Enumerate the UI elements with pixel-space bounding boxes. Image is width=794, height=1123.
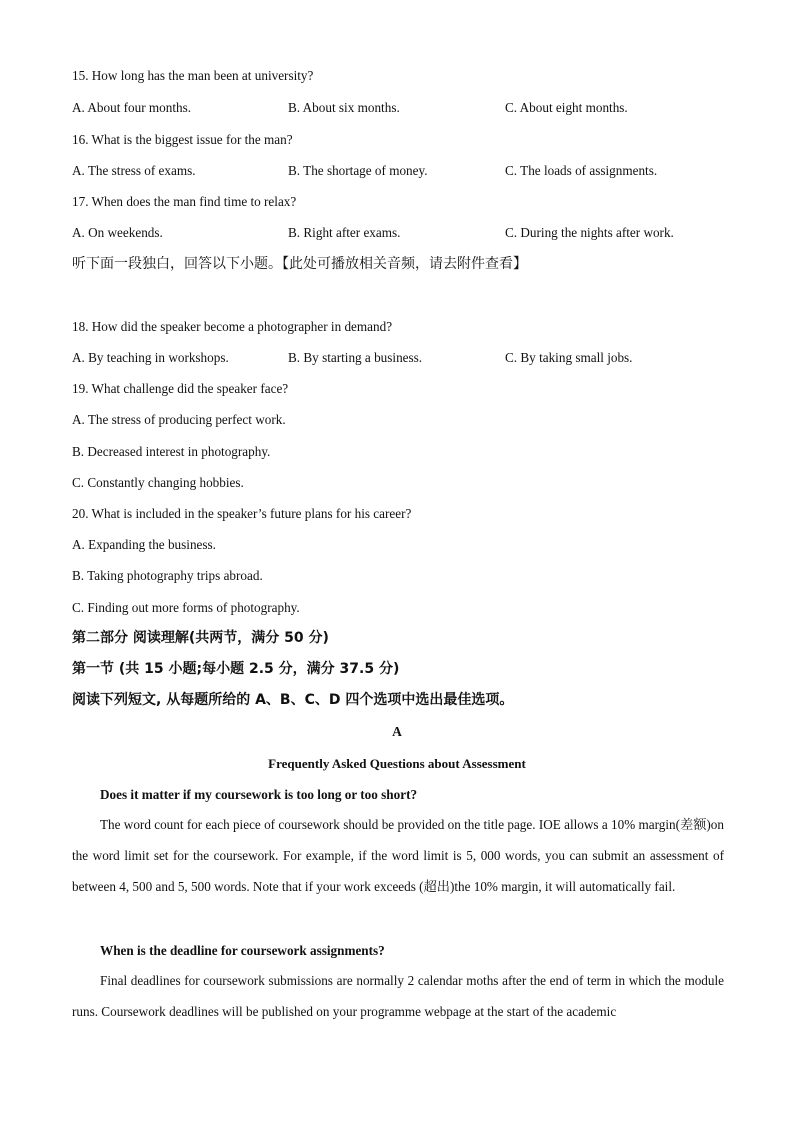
passage-title: Frequently Asked Questions about Assessment — [268, 756, 526, 771]
q20-option-c: C. Finding out more forms of photography. — [72, 600, 300, 615]
section1-heading: 第一节 (共 15 小题;每小题 2.5 分，满分 37.5 分) — [72, 661, 400, 677]
q18-option-a: A. By teaching in workshops. — [72, 350, 229, 365]
q17-option-b: B. Right after exams. — [288, 225, 401, 240]
q20-option-a: A. Expanding the business. — [72, 537, 216, 552]
question-15: 15. How long has the man been at university? — [72, 68, 314, 83]
q15-option-b: B. About six months. — [288, 100, 400, 115]
q17-option-c: C. During the nights after work. — [505, 225, 674, 240]
question-20: 20. What is included in the speaker’s future plans for his career? — [72, 506, 412, 521]
question-19: 19. What challenge did the speaker face? — [72, 381, 289, 396]
q16-option-c: C. The loads of assignments. — [505, 163, 658, 178]
faq1-answer — [72, 809, 724, 903]
q18-option-b: B. By starting a business. — [288, 350, 423, 365]
q19-option-a: A. The stress of producing perfect work. — [72, 412, 286, 427]
q19-option-b: B. Decreased interest in photography. — [72, 444, 271, 459]
q15-option-a: A. About four months. — [72, 100, 192, 115]
question-18: 18. How did the speaker become a photographer in demand? — [72, 319, 393, 334]
reading-instruction: 阅读下列短文, 从每题所给的 A、B、C、D 四个选项中选出最佳选项。 — [72, 692, 514, 708]
faq2-answer — [72, 965, 724, 1027]
monologue-instruction: 听下面一段独白，回答以下小题。【此处可播放相关音频，请去附件查看】 — [72, 256, 527, 272]
q15-option-c: C. About eight months. — [505, 100, 628, 115]
passage-letter: A — [392, 724, 402, 739]
q17-option-a: A. On weekends. — [72, 225, 163, 240]
faq2-question: When is the deadline for coursework assignments? — [100, 943, 385, 958]
q16-option-a: A. The stress of exams. — [72, 163, 196, 178]
q16-option-b: B. The shortage of money. — [288, 163, 428, 178]
question-16: 16. What is the biggest issue for the man? — [72, 132, 293, 147]
question-17: 17. When does the man find time to relax? — [72, 194, 297, 209]
faq1-question: Does it matter if my coursework is too long or too short? — [100, 787, 418, 802]
q20-option-b: B. Taking photography trips abroad. — [72, 568, 263, 583]
faq2-answer-text: Final deadlines for coursework submissions are normally 2 calendar moths after the end of term in which the module runs. Coursework deadlines will be published on your programme webpage at the start of the academic — [72, 973, 724, 1020]
q18-option-c: C. By taking small jobs. — [505, 350, 633, 365]
part2-heading: 第二部分 阅读理解(共两节，满分 50 分) — [72, 630, 329, 646]
faq1-answer-text: The word count for each piece of coursework should be provided on the title page. IOE allows a 10% margin(差额)on the word limit set for the coursework. For example, if the word limit is 5, 000 words, you can submit an assessment of between 4, 500 and 5, 500 words. Note that if your work exceeds (超出)the 10% margin, it will automatically fail. — [72, 817, 724, 895]
q19-option-c: C. Constantly changing hobbies. — [72, 475, 244, 490]
